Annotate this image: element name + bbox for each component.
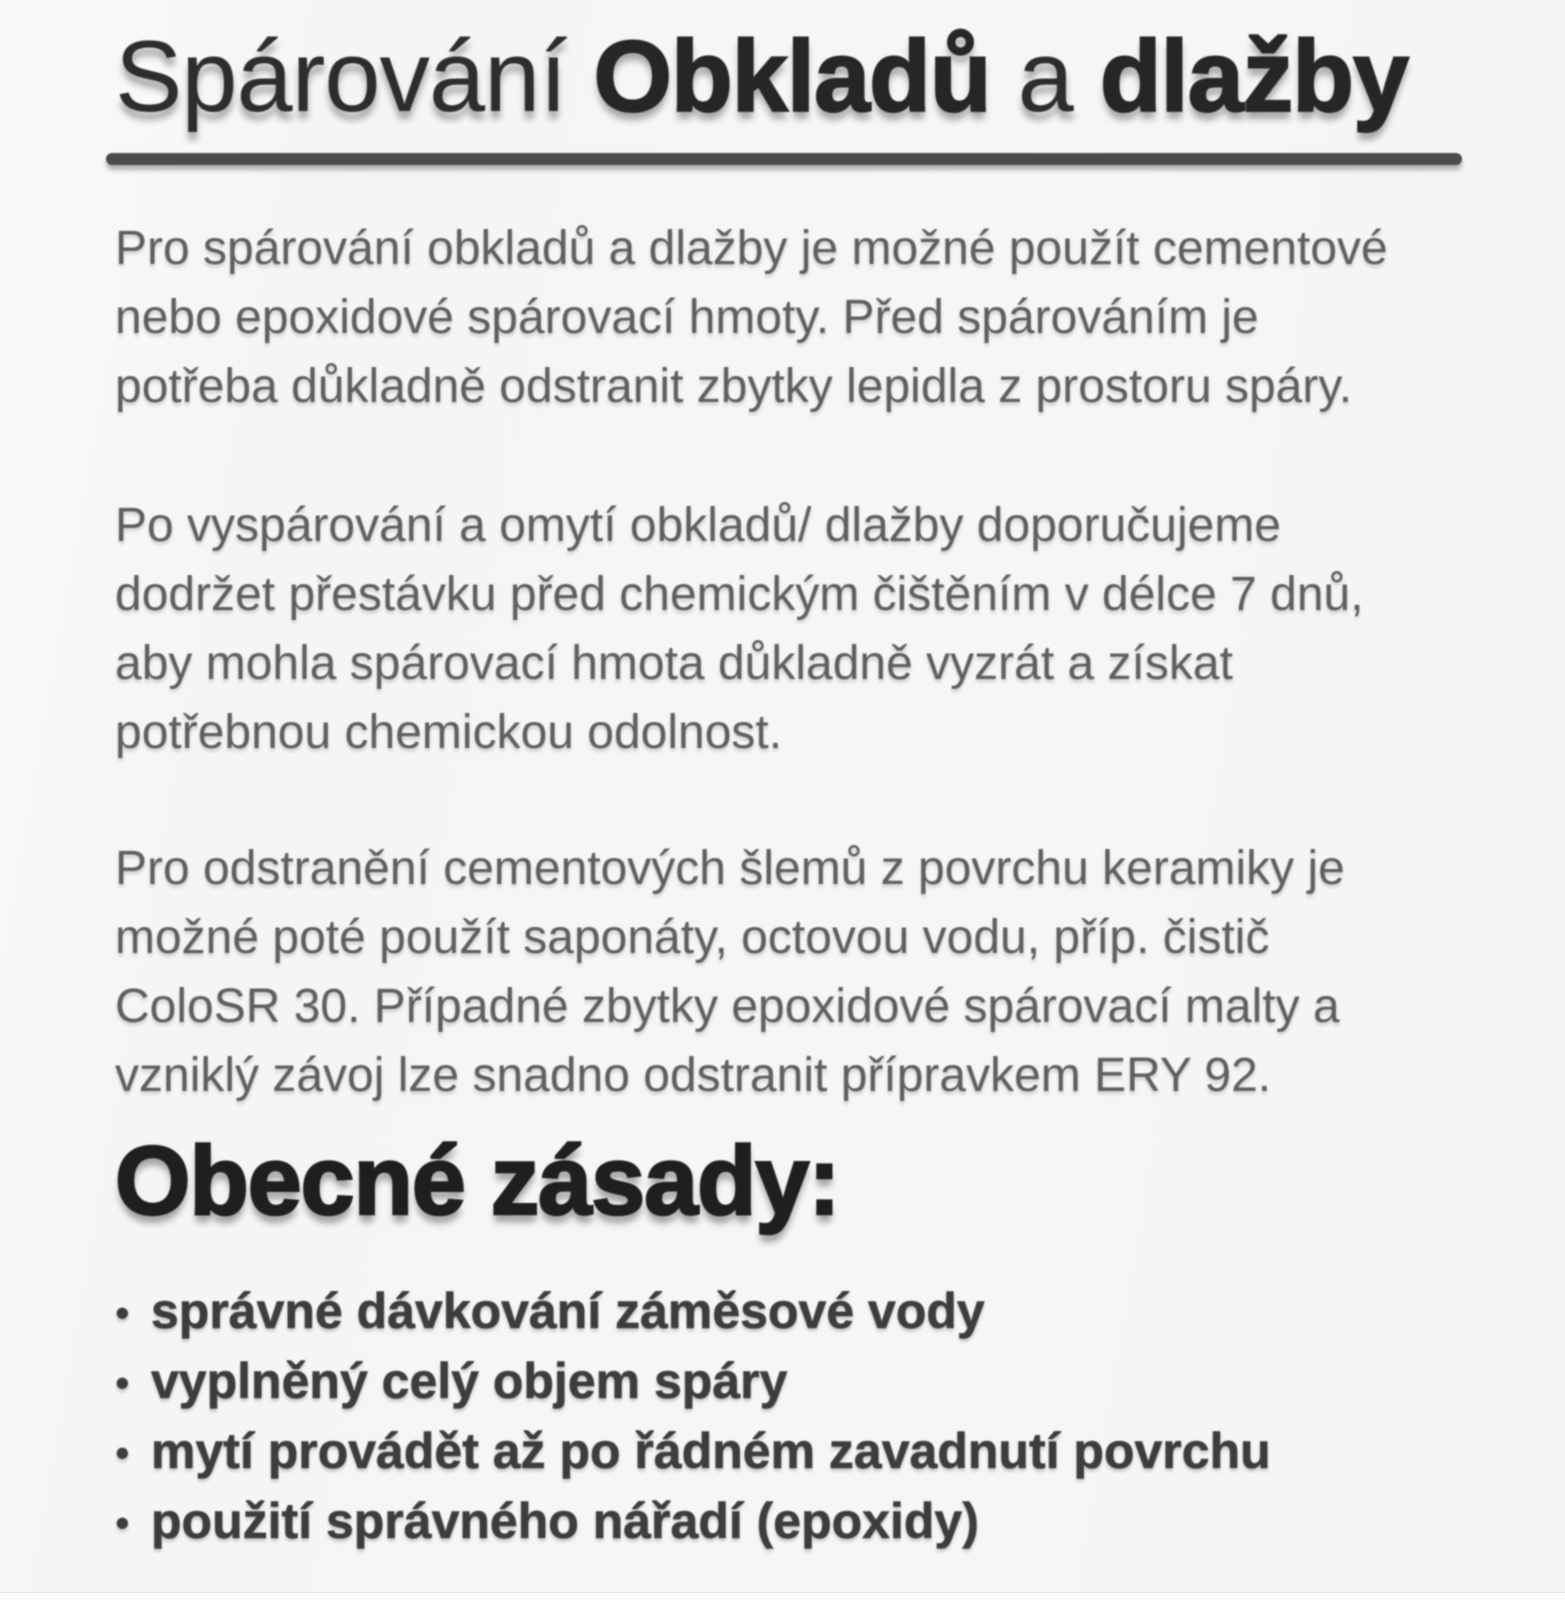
paragraph-line: Po vyspárování a omytí obkladů/ dlažby doporučujeme	[115, 499, 1281, 553]
bullet-text: mytí provádět až po řádném zavadnutí povrchu	[151, 1422, 1271, 1479]
bullet-item	[115, 1347, 1465, 1417]
bullet-text: vyplněný celý objem spáry	[151, 1352, 788, 1409]
bullet-item	[115, 1417, 1465, 1487]
title-divider-rule	[106, 153, 1462, 165]
title-regular-1: Spárování	[115, 21, 567, 133]
title-bold-2: dlažby	[1099, 21, 1409, 133]
title-regular-2: a	[1017, 21, 1073, 133]
bullet-dot-icon: •	[115, 1288, 130, 1336]
paragraph-line: nebo epoxidové spárovací hmoty. Před spárováním je	[115, 291, 1259, 345]
bullet-dot-icon: •	[115, 1358, 130, 1406]
paragraph-line: aby mohla spárovací hmota důkladně vyzrát a získat	[115, 637, 1233, 691]
bullet-item	[115, 1487, 1465, 1557]
bullet-text: použití správného nářadí (epoxidy)	[151, 1492, 979, 1549]
paragraph-line: potřebnou chemickou odolnost.	[115, 706, 783, 760]
principles-bullet-list	[115, 1277, 1465, 1557]
bullet-item	[115, 1277, 1465, 1347]
paragraph-line: vzniklý závoj lze snadno odstranit přípravkem ERY 92.	[115, 1049, 1272, 1103]
paragraph-line: Pro spárování obkladů a dlažby je možné použít cementové	[115, 222, 1388, 276]
bullet-dot-icon: •	[115, 1428, 130, 1476]
section-heading-general-principles: Obecné zásady:	[115, 1126, 840, 1236]
paragraph-line: dodržet přestávku před chemickým čištěním v délce 7 dnů,	[115, 568, 1364, 622]
bullet-text: správné dávkování záměsové vody	[151, 1282, 985, 1339]
paragraph-line: Pro odstranění cementových šlemů z povrchu keramiky je	[115, 842, 1345, 896]
paragraph-grouting-intro	[115, 214, 1465, 421]
paragraph-line: ColoSR 30. Případné zbytky epoxidové spárovací malty a	[115, 980, 1340, 1034]
title-space	[566, 21, 593, 133]
paragraph-curing-pause	[115, 491, 1465, 767]
page-bottom-edge	[0, 1592, 1565, 1600]
bullet-dot-icon: •	[115, 1498, 130, 1546]
paragraph-residue-removal	[115, 834, 1465, 1110]
title-bold-1: Obkladů	[593, 21, 991, 133]
title-space	[991, 21, 1018, 133]
page-title	[115, 16, 1465, 139]
paragraph-line: potřeba důkladně odstranit zbytky lepidla z prostoru spáry.	[115, 360, 1353, 414]
title-space	[1073, 21, 1100, 133]
paragraph-line: možné poté použít saponáty, octovou vodu, příp. čistič	[115, 911, 1270, 965]
